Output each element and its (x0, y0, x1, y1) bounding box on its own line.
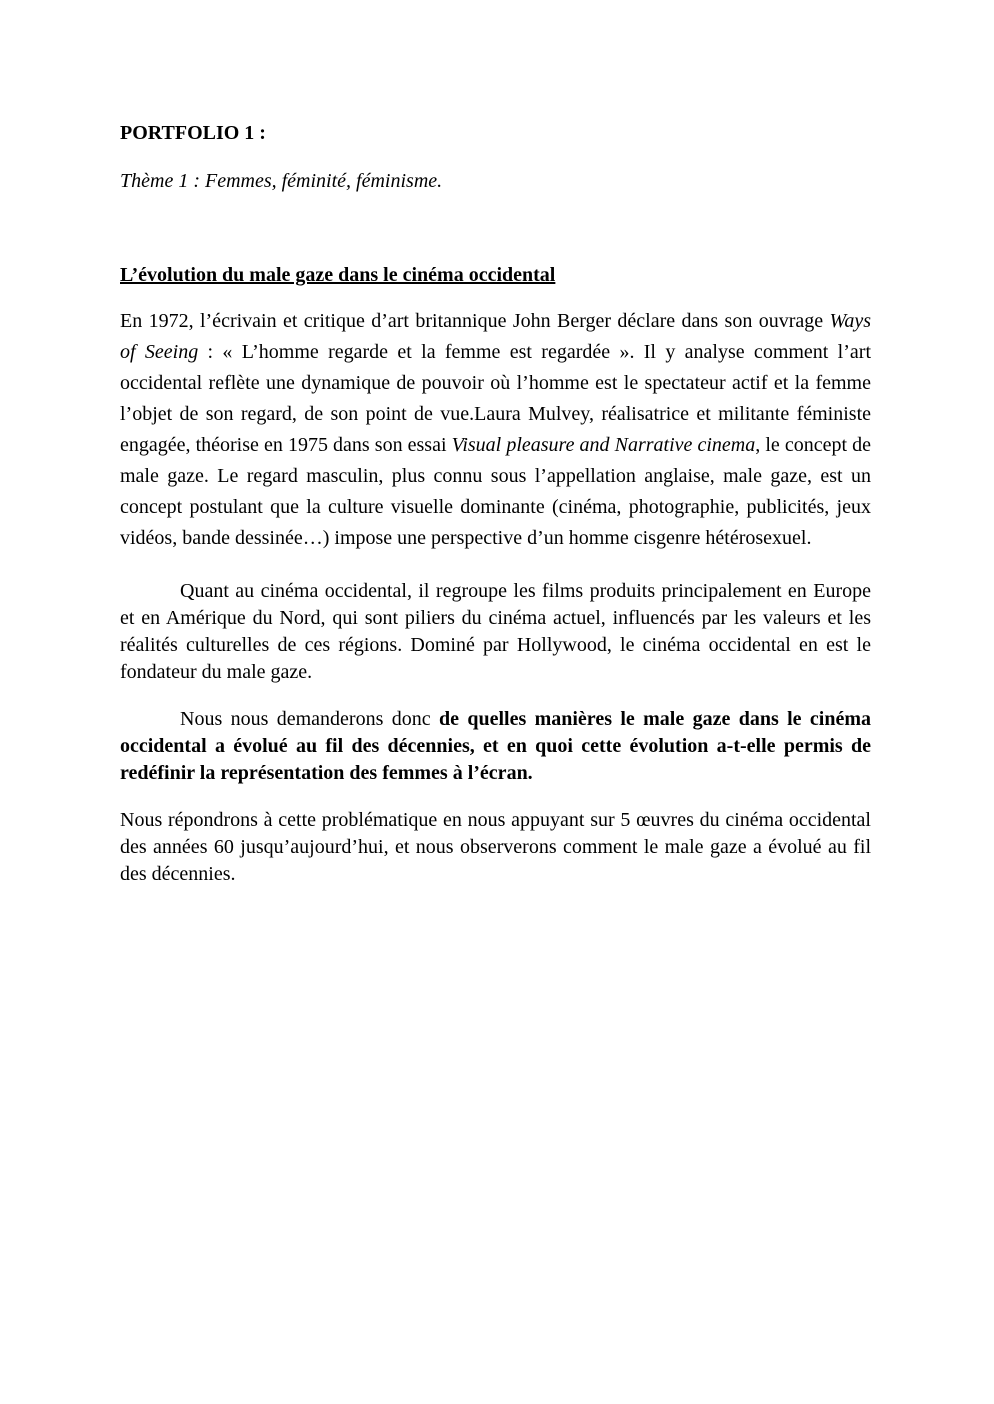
intro-text-1: En 1972, l’écrivain et critique d’art britannique John Berger déclare dans son ouvrage (120, 310, 830, 332)
intro-paragraph (120, 306, 871, 554)
portfolio-title: PORTFOLIO 1 : (120, 122, 266, 144)
intro-text-3: , le concept de male gaze. Le regard masculin, plus connu sous l’appellation anglaise, male gaze, est un concept postulant que la culture visuelle dominante (cinéma, photographie, publicités, jeux vidéos, bande dessinée…) impose une perspective d’un homme cisgenre hétérosexuel. (120, 434, 872, 549)
section-heading: L’évolution du male gaze dans le cinéma occidental (120, 264, 556, 286)
problematic-question: de quelles manières le male gaze dans le cinéma occidental a évolué au fil des décennies, et en quoi cette évolution a-t-elle permis de redéfinir la représentation des femmes à l’écran. (120, 708, 871, 784)
problematic-paragraph (120, 706, 871, 787)
problematic-lead: Nous nous demanderons donc (180, 708, 439, 730)
plan-paragraph: Nous répondrons à cette problématique en nous appuyant sur 5 œuvres du cinéma occidental des années 60 jusqu’aujourd’hui, et nous observerons comment le male gaze a évolué au fil des décennies. (120, 809, 871, 885)
intro-text-2: : « L’homme regarde et la femme est regardée ». Il y analyse comment l’art occidental reflète une dynamique de pouvoir où l’homme est le spectateur actif et la femme l’objet de son regard, de son point de vue.Laura Mulvey, réalisatrice et militante féministe engagée, théorise en 1975 dans son essai (120, 341, 871, 456)
western-cinema-paragraph: Quant au cinéma occidental, il regroupe les films produits principalement en Europe et en Amérique du Nord, qui sont piliers du cinéma actuel, influencés par les valeurs et les réalités culturelles de ces régions. Dominé par Hollywood, le cinéma occidental en est le fondateur du male gaze. (120, 580, 871, 683)
theme-line: Thème 1 : Femmes, féminité, féminisme. (120, 170, 443, 192)
essay-title: Visual pleasure and Narrative cinema (451, 434, 756, 456)
book-title: Ways of Seeing (120, 310, 871, 363)
document-page (120, 118, 871, 888)
